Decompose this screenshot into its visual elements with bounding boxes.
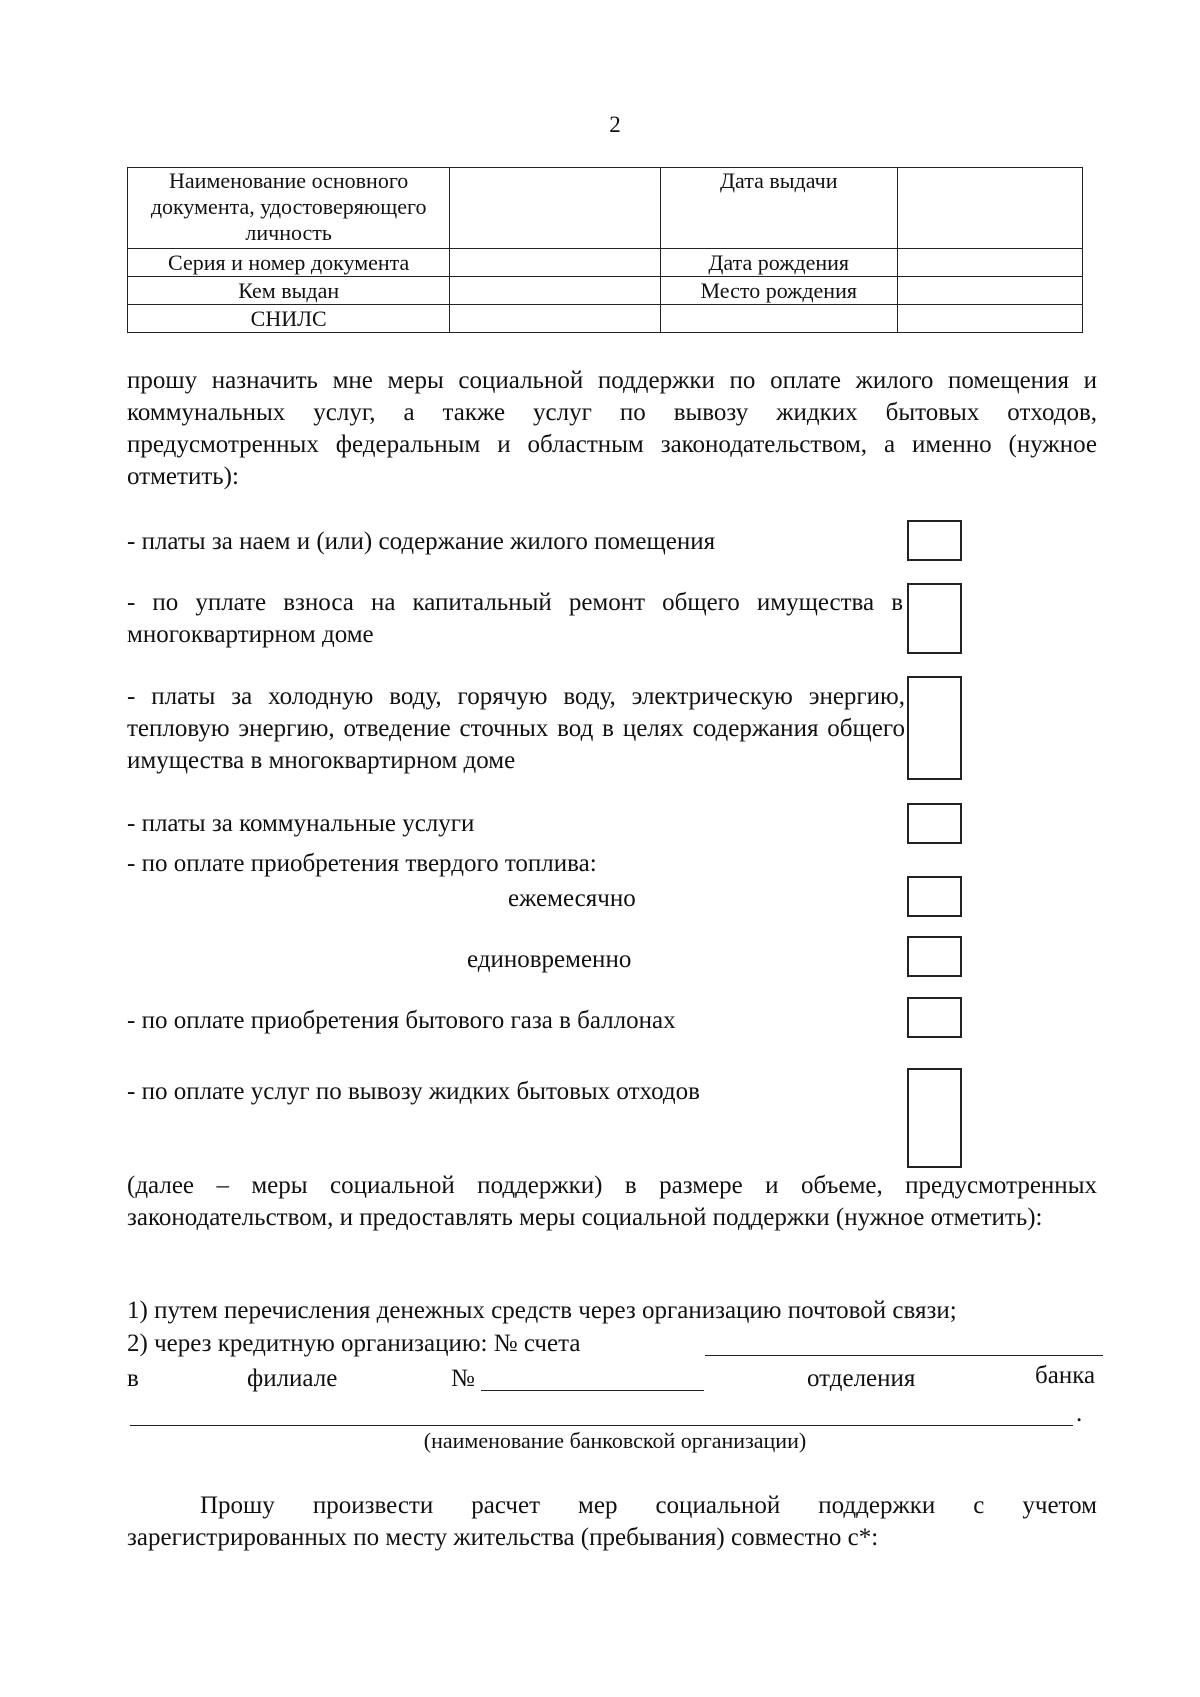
final-paragraph: Прошу произвести расчет мер социальной поддержки с учетом зарегистрированных по месту жительства (пребывания) совместно с*: bbox=[127, 1492, 1097, 1551]
option-liquid-waste: - по оплате услуг по вывозу жидких бытовых отходов bbox=[127, 1078, 700, 1105]
account-number-field[interactable] bbox=[705, 1355, 1103, 1356]
option-solid-fuel: - по оплате приобретения твердого топлива: bbox=[127, 850, 597, 877]
snils-label: СНИЛС bbox=[128, 305, 450, 333]
checkbox-common-utilities[interactable] bbox=[907, 676, 962, 780]
issued-by-field[interactable] bbox=[450, 277, 661, 305]
option-capital-repair: - по уплате взноса на капитальный ремонт общего имущества в многоквартирном доме bbox=[127, 589, 903, 648]
option-solid-fuel-onetime: единовременно bbox=[467, 946, 632, 973]
after-options-paragraph: (далее – меры социальной поддержки) в размере и объеме, предусмотренных законодательством, и предоставлять меры социальной поддержки (нужное отметить): bbox=[127, 1172, 1097, 1231]
option-utilities: - платы за коммунальные услуги bbox=[127, 810, 475, 837]
option-rent: - платы за наем и (или) содержание жилого помещения bbox=[127, 528, 716, 555]
checkbox-solid-fuel-onetime[interactable] bbox=[907, 936, 962, 977]
checkbox-bottled-gas[interactable] bbox=[907, 997, 962, 1038]
checkbox-solid-fuel-monthly[interactable] bbox=[907, 876, 962, 917]
branch-number-field[interactable] bbox=[481, 1390, 704, 1391]
option-solid-fuel-monthly: ежемесячно bbox=[508, 885, 636, 912]
payment-method-bank: 2) через кредитную организацию: № счета bbox=[127, 1330, 581, 1357]
birth-date-field[interactable] bbox=[897, 249, 1082, 277]
branch-number-sign: № bbox=[451, 1365, 475, 1392]
snils-field[interactable] bbox=[450, 305, 661, 333]
page-number: 2 bbox=[609, 112, 621, 137]
birth-place-label: Место рождения bbox=[660, 277, 897, 305]
bank-name-field[interactable] bbox=[130, 1425, 1073, 1426]
birth-date-label: Дата рождения bbox=[660, 249, 897, 277]
empty-label-cell bbox=[660, 305, 897, 333]
checkbox-capital-repair[interactable] bbox=[907, 583, 962, 654]
bank-name-dot: . bbox=[1076, 1400, 1083, 1427]
department-label: отделения bbox=[807, 1365, 916, 1392]
doc-name-field[interactable] bbox=[450, 168, 661, 249]
bank-name-caption: (наименование банковской организации) bbox=[423, 1428, 807, 1453]
checkbox-utilities[interactable] bbox=[907, 803, 962, 844]
checkbox-liquid-waste[interactable] bbox=[907, 1068, 962, 1168]
intro-paragraph: прошу назначить мне меры социальной поддержки по оплате жилого помещения и коммунальных услуг, а также услуг по вывозу жидких бытовых отходов, предусмотренных федеральным и областным законодательством, а именно (нужное отметить): bbox=[127, 367, 1097, 490]
issue-date-field[interactable] bbox=[897, 168, 1082, 249]
series-number-label: Серия и номер документа bbox=[128, 249, 450, 277]
payment-method-post: 1) путем перечисления денежных средств через организацию почтовой связи; bbox=[127, 1297, 957, 1324]
option-common-utilities: - платы за холодную воду, горячую воду, электрическую энергию, тепловую энергию, отведение сточных вод в целях содержания общего имущества в многоквартирном доме bbox=[127, 683, 905, 774]
empty-field-cell[interactable] bbox=[897, 305, 1082, 333]
branch-in: в bbox=[127, 1365, 139, 1392]
bank-label: банка bbox=[1035, 1362, 1096, 1389]
issued-by-label: Кем выдан bbox=[128, 277, 450, 305]
birth-place-field[interactable] bbox=[897, 277, 1082, 305]
option-bottled-gas: - по оплате приобретения бытового газа в баллонах bbox=[127, 1007, 676, 1034]
checkbox-rent[interactable] bbox=[907, 520, 962, 561]
doc-name-label: Наименование основного документа, удостоверяющего личность bbox=[128, 168, 450, 249]
issue-date-label: Дата выдачи bbox=[660, 168, 897, 249]
identity-document-table bbox=[127, 167, 1083, 333]
series-number-field[interactable] bbox=[450, 249, 661, 277]
branch-label: филиале bbox=[247, 1365, 338, 1392]
